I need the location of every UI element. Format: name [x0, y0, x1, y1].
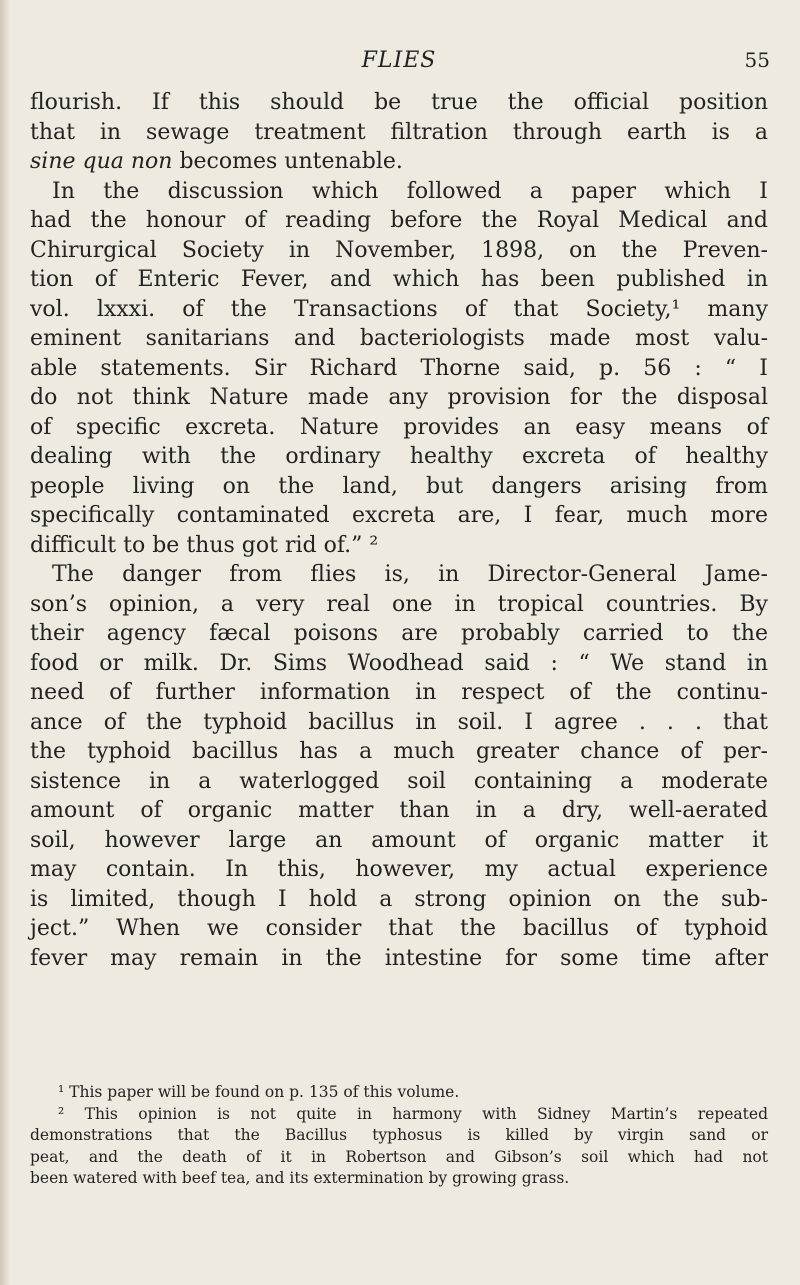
footnote-line: ¹ This paper will be found on p. 135 of this volume. — [58, 1083, 460, 1101]
text-line: tion of Enteric Fever, and which has been published in — [30, 267, 768, 292]
text-line: specifically contaminated excreta are, I fear, much more — [30, 503, 768, 528]
running-title: FLIES — [361, 48, 437, 73]
footnote-line: been watered with beef tea, and its extermination by growing grass. — [30, 1169, 570, 1187]
footnote-line: demonstrations that the Bacillus typhosus is killed by virgin sand or — [30, 1126, 768, 1144]
text-line: son’s opinion, a very real one in tropical countries. By — [30, 591, 768, 617]
text-line: Chirurgical Society in November, 1898, on the Preven- — [30, 237, 768, 263]
text-line: vol. lxxxi. of the Transactions of that Society,¹ many — [30, 296, 768, 322]
text-line: difficult to be thus got rid of.” ² — [30, 532, 379, 558]
footnote-line: peat, and the death of it in Robertson and Gibson’s soil which had not — [30, 1147, 768, 1166]
footnote-line: ² This opinion is not quite in harmony with Sidney Martin’s repeated — [58, 1104, 768, 1123]
text-line: food or milk. Dr. Sims Woodhead said : “ We stand in — [30, 650, 768, 676]
text-line: sistence in a waterlogged soil containing a moderate — [30, 768, 768, 794]
text-line: that in sewage treatment filtration through earth is a — [30, 119, 768, 145]
text-line: had the honour of reading before the Royal Medical and — [30, 208, 768, 233]
text-line: fever may remain in the intestine for some time after — [30, 945, 768, 971]
text-line: In the discussion which followed a paper which I — [52, 178, 768, 204]
running-head — [28, 46, 770, 78]
text-line: of specific excreta. Nature provides an easy means of — [30, 414, 768, 440]
text-line: flourish. If this should be true the official position — [30, 90, 768, 115]
footnotes — [30, 1082, 768, 1190]
text-line: sine qua non becomes untenable. — [30, 149, 403, 174]
text-line: ance of the typhoid bacillus in soil. I agree . . . that — [30, 709, 768, 735]
text-line: people living on the land, but dangers arising from — [30, 473, 768, 499]
text-line: may contain. In this, however, my actual experience — [30, 857, 768, 882]
binding-edge — [0, 0, 10, 1285]
text-line: amount of organic matter than in a dry, well-aerated — [30, 798, 768, 823]
text-line: their agency fæcal poisons are probably carried to the — [30, 621, 768, 646]
text-line: need of further information in respect of the continu- — [30, 680, 768, 705]
text-line: the typhoid bacillus has a much greater chance of per- — [30, 739, 768, 764]
page-number: 55 — [744, 48, 770, 72]
text-line: is limited, though I hold a strong opinion on the sub- — [30, 886, 768, 912]
body-text — [30, 88, 768, 973]
text-line: The danger from flies is, in Director-General Jame- — [52, 562, 768, 587]
text-line: do not think Nature made any provision for the disposal — [30, 385, 768, 410]
text-line: able statements. Sir Richard Thorne said, p. 56 : “ I — [30, 355, 768, 381]
latin-phrase: sine qua non — [30, 149, 173, 174]
text-line: ject.” When we consider that the bacillus of typhoid — [30, 916, 768, 941]
text-line: eminent sanitarians and bacteriologists made most valu- — [30, 326, 768, 351]
text-line: dealing with the ordinary healthy excreta of healthy — [30, 444, 768, 469]
text-line: soil, however large an amount of organic matter it — [30, 827, 768, 853]
